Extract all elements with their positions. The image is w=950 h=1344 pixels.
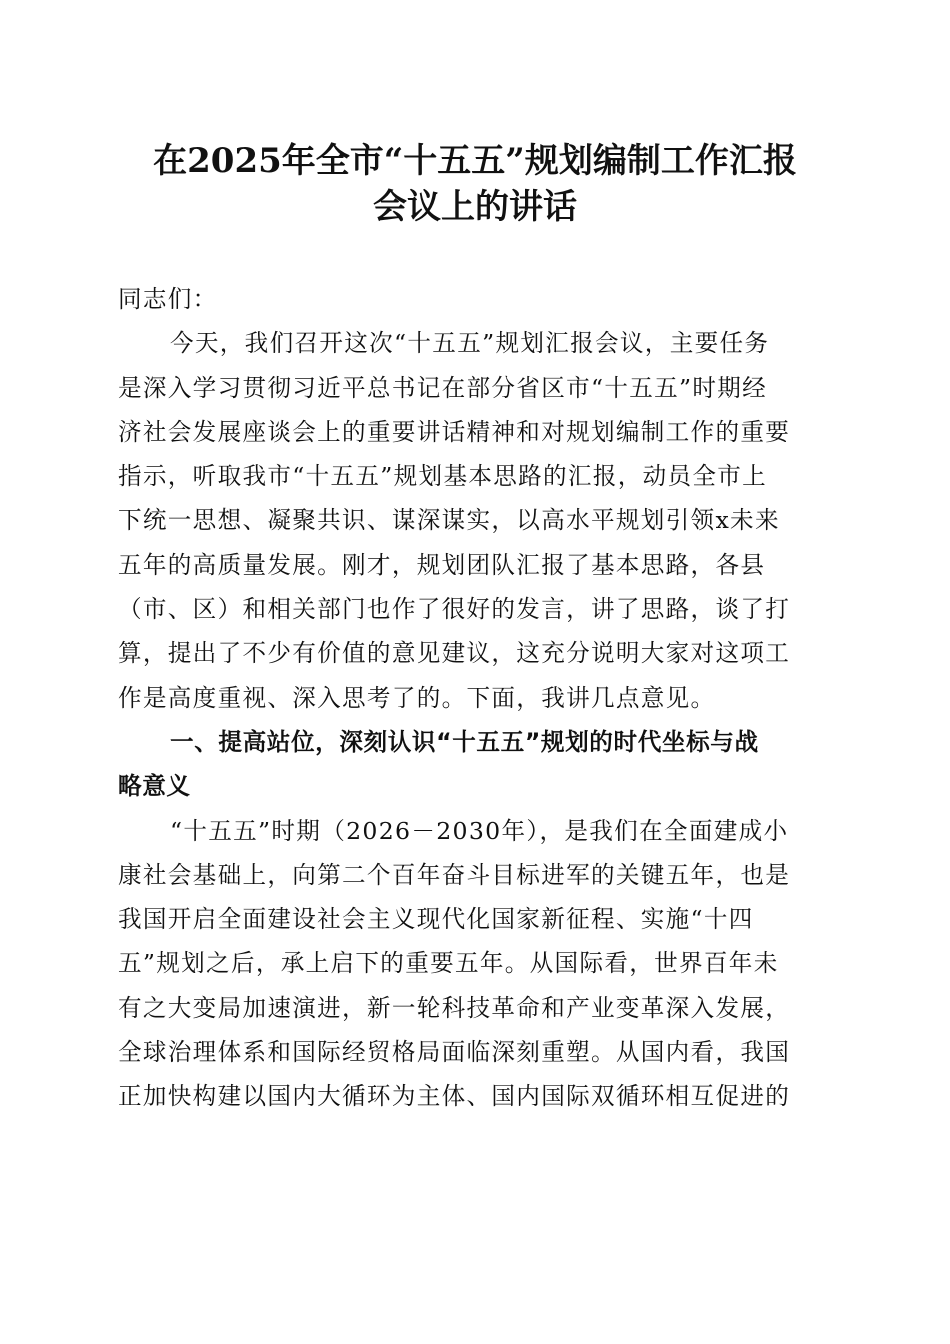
paragraph-section-1	[118, 809, 832, 1119]
title-line-1: 在2025年全市“十五五”规划编制工作汇报	[153, 141, 797, 181]
document-body	[118, 277, 832, 1119]
paragraph-line: （市、区）和相关部门也作了很好的发言，讲了思路，谈了打	[118, 595, 791, 624]
section-heading-1	[118, 720, 832, 809]
paragraph-line: 我国开启全面建设社会主义现代化国家新征程、实施“十四	[118, 905, 754, 934]
paragraph-line: 今天，我们召开这次“十五五”规划汇报会议，主要任务	[170, 329, 770, 358]
heading-line: 一、提高站位，深刻认识“十五五”规划的时代坐标与战	[170, 727, 759, 756]
paragraph-line: “十五五”时期（2026－2030年），是我们在全面建成小	[170, 816, 789, 845]
document-title	[118, 138, 832, 230]
paragraph-line: 济社会发展座谈会上的重要讲话精神和对规划编制工作的重要	[118, 417, 791, 446]
title-line-2: 会议上的讲话	[373, 187, 577, 227]
paragraph-line: 五”规划之后，承上启下的重要五年。从国际看，世界百年未	[118, 949, 779, 978]
paragraph-line: 是深入学习贯彻习近平总书记在部分省区市“十五五”时期经	[118, 373, 768, 402]
paragraph-line: 全球治理体系和国际经贸格局面临深刻重塑。从国内看，我国	[118, 1038, 791, 1067]
paragraph-line: 下统一思想、凝聚共识、谋深谋实，以高水平规划引领x未来	[118, 506, 780, 535]
paragraph-intro	[118, 321, 832, 720]
paragraph-line: 康社会基础上，向第二个百年奋斗目标进军的关键五年，也是	[118, 860, 791, 889]
paragraph-line: 算，提出了不少有价值的意见建议，这充分说明大家对这项工	[118, 639, 791, 668]
paragraph-line: 五年的高质量发展。刚才，规划团队汇报了基本思路，各县	[118, 550, 766, 579]
paragraph-line: 作是高度重视、深入思考了的。下面，我讲几点意见。	[118, 683, 716, 712]
heading-line: 略意义	[118, 772, 191, 801]
paragraph-line: 指示，听取我市“十五五”规划基本思路的汇报，动员全市上	[118, 462, 768, 491]
paragraph-line: 正加快构建以国内大循环为主体、国内国际双循环相互促进的	[118, 1082, 791, 1111]
paragraph-line: 有之大变局加速演进，新一轮科技革命和产业变革深入发展，	[118, 993, 791, 1022]
salutation	[118, 277, 832, 321]
salutation-text: 同志们：	[118, 285, 218, 313]
